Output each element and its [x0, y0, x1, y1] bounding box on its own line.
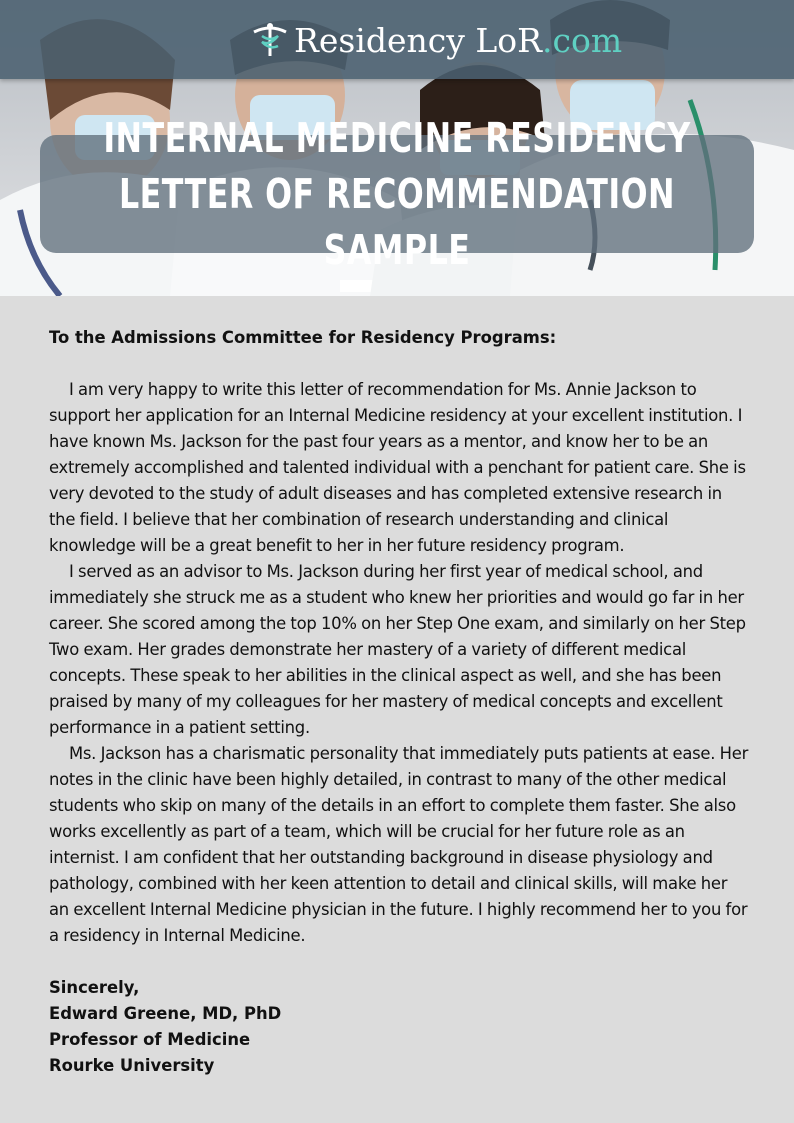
paragraph-1: I am very happy to write this letter of recommendation for Ms. Annie Jackson to support her application for an Internal Medicine residency at your excellent institution. I have known Ms. Jackson for the past four years as a mentor, and know her to be an extremely accomplished and talented individual with a penchant for patient care. She is very devoted to the study of adult diseases and has completed extensive research in the field. I believe that her combination of research understanding and clinical knowledge will be a great benefit to her in her future residency program. [49, 380, 746, 555]
letter-body [49, 325, 749, 1079]
paragraph-2: I served as an advisor to Ms. Jackson during her first year of medical school, and immediately she struck me as a student who knew her priorities and would go far in her career. She scored among the top 10% on her Step One exam, and similarly on her Step Two exam. Her grades demonstrate her mastery of a variety of different medical concepts. These speak to her abilities in the clinical aspect as well, and she has been praised by many of my colleagues for her mastery of medical concepts and excellent performance in a patient setting. [49, 562, 746, 737]
closing-line: Sincerely, [49, 978, 140, 997]
signature-block [49, 975, 749, 1079]
hero-banner [0, 0, 794, 296]
salutation: To the Admissions Committee for Residency Programs: [49, 328, 557, 347]
paragraph-3: Ms. Jackson has a charismatic personality that immediately puts patients at ease. Her notes in the clinic have been highly detailed, in contrast to many of the other medical students who skip on many of the details in an effort to complete them faster. She also works excellently as part of a team, which will be crucial for her future role as an internist. I am confident that her outstanding background in disease physiology and pathology, combined with her keen attention to detail and clinical skills, will make her an excellent Internal Medicine physician in the future. I highly recommend her to you for a residency in Internal Medicine. [49, 744, 749, 945]
brand-logo[interactable] [248, 14, 622, 66]
brand-tld: .com [542, 20, 623, 60]
signer-institution: Rourke University [49, 1056, 215, 1075]
signer-name: Edward Greene, MD, PhD [49, 1004, 282, 1023]
caduceus-r-icon [248, 20, 292, 60]
brand-name: Residency LoR [294, 20, 543, 60]
title-box [40, 114, 754, 274]
page-title: INTERNAL MEDICINE RESIDENCY LETTER OF RECOMMENDATION SAMPLE [103, 114, 691, 274]
signer-title: Professor of Medicine [49, 1030, 251, 1049]
brand-wordmark [294, 20, 623, 60]
